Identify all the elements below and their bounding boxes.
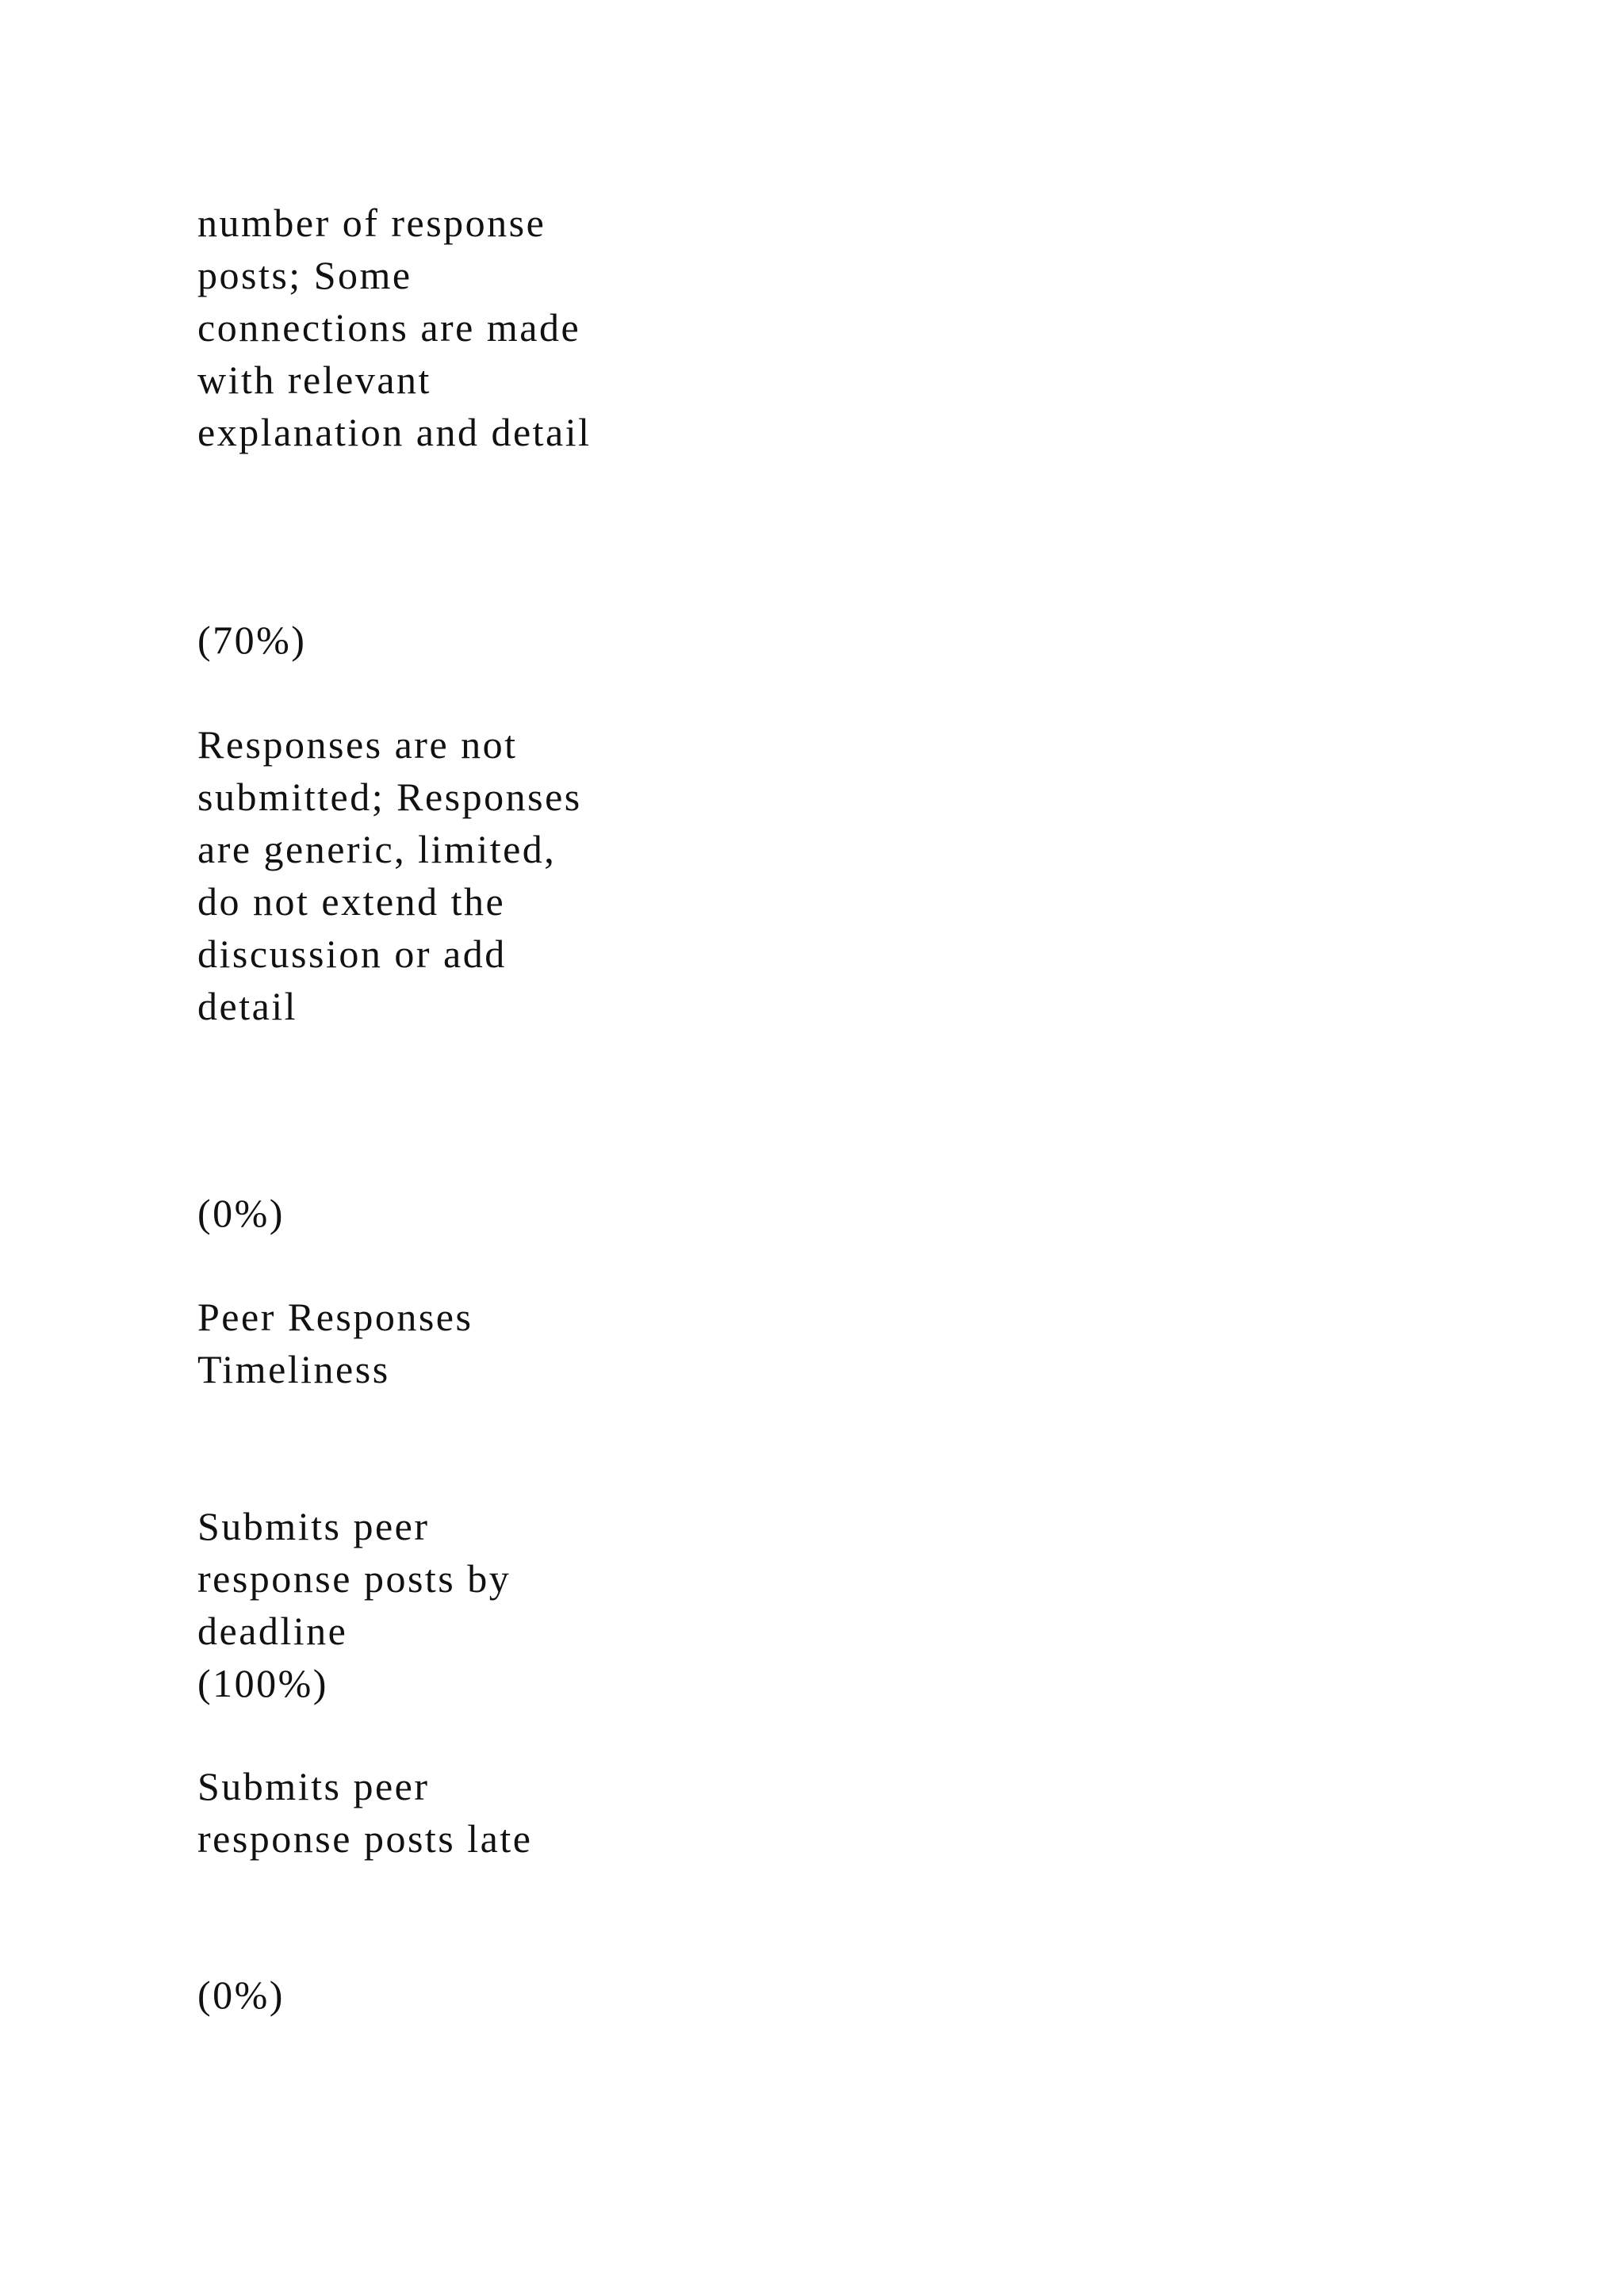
score-70-percent: (70%) [197,618,307,662]
score-0-percent-late: (0%) [197,1973,285,2017]
rubric-criterion-partial-text: number of response posts; Some connections are made with relevant explanation and detail [197,201,592,454]
rubric-criterion-late: Submits peer response posts late [197,1764,533,1861]
score-0-percent: (0%) [197,1191,285,1235]
category-heading-peer-responses-timeliness: Peer Responses Timeliness [197,1295,473,1391]
rubric-criterion-on-time: Submits peer response posts by deadline (100%) [197,1504,511,1705]
rubric-criterion-not-submitted: Responses are not submitted; Responses are generic, limited, do not extend the discussion or add detail [197,722,582,1028]
